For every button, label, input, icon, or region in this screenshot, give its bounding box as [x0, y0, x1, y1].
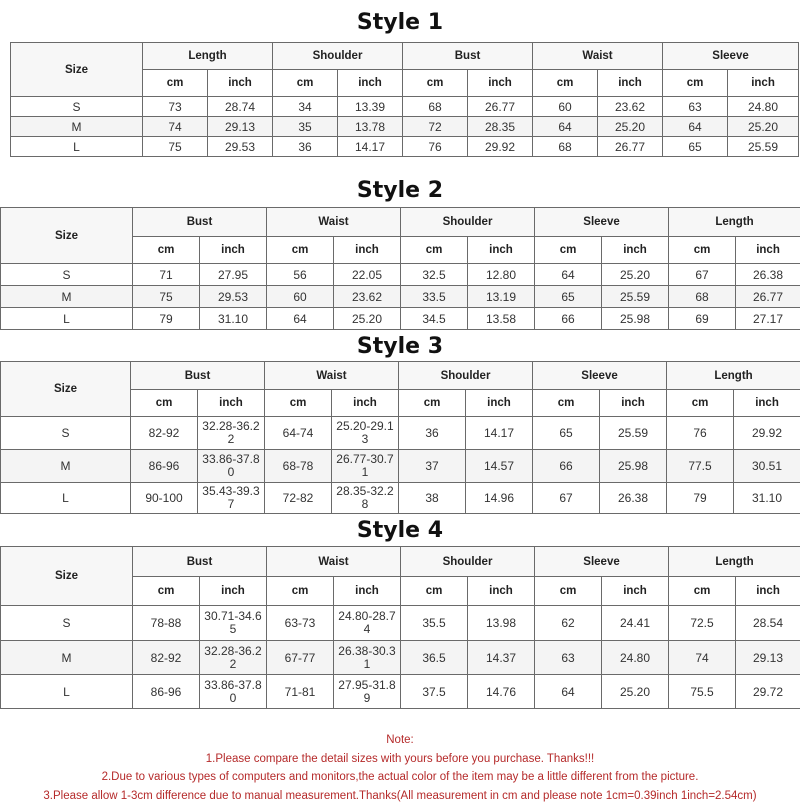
column-header: Bust — [133, 547, 267, 577]
value-cell: 25.20 — [602, 264, 669, 286]
size-table-style-4 — [0, 546, 800, 709]
size-cell: M — [1, 286, 133, 308]
table-row — [1, 675, 800, 709]
column-header: Sleeve — [533, 362, 667, 390]
unit-header: cm — [403, 70, 468, 97]
size-cell: L — [1, 308, 133, 330]
size-header: Size — [1, 362, 131, 417]
value-cell: 32.28-36.22 — [198, 417, 265, 450]
style-2-title: Style 2 — [0, 178, 800, 204]
value-cell: 26.77 — [468, 97, 533, 117]
column-header: Waist — [267, 208, 401, 237]
value-cell: 25.20 — [334, 308, 401, 330]
unit-header: inch — [602, 577, 669, 606]
column-header: Shoulder — [401, 208, 535, 237]
unit-header: cm — [533, 390, 600, 417]
style-3-title: Style 3 — [0, 334, 800, 360]
value-cell: 74 — [669, 641, 736, 675]
value-cell: 64 — [533, 117, 598, 137]
unit-header: cm — [133, 577, 200, 606]
value-cell: 14.37 — [468, 641, 535, 675]
unit-header: inch — [734, 390, 800, 417]
value-cell: 25.59 — [600, 417, 667, 450]
value-cell: 25.20 — [602, 675, 669, 709]
value-cell: 86-96 — [133, 675, 200, 709]
size-cell: M — [1, 641, 133, 675]
size-table-style-1 — [10, 42, 799, 157]
unit-header: inch — [200, 237, 267, 264]
unit-header: cm — [265, 390, 332, 417]
table-row — [1, 450, 800, 483]
value-cell: 35.43-39.37 — [198, 483, 265, 514]
value-cell: 26.38 — [600, 483, 667, 514]
value-cell: 13.58 — [468, 308, 535, 330]
unit-header: cm — [273, 70, 338, 97]
value-cell: 60 — [533, 97, 598, 117]
value-cell: 66 — [533, 450, 600, 483]
value-cell: 14.17 — [466, 417, 533, 450]
unit-header: inch — [468, 237, 535, 264]
unit-header: cm — [669, 237, 736, 264]
unit-header: cm — [267, 237, 334, 264]
value-cell: 72 — [403, 117, 468, 137]
value-cell: 25.98 — [602, 308, 669, 330]
table-row — [1, 641, 800, 675]
value-cell: 13.19 — [468, 286, 535, 308]
value-cell: 13.78 — [338, 117, 403, 137]
size-table-style-2 — [0, 207, 800, 330]
value-cell: 68 — [533, 137, 598, 157]
unit-header: cm — [133, 237, 200, 264]
value-cell: 23.62 — [598, 97, 663, 117]
column-header: Length — [669, 208, 800, 237]
value-cell: 65 — [535, 286, 602, 308]
size-cell: S — [11, 97, 143, 117]
unit-header: inch — [338, 70, 403, 97]
column-header: Waist — [267, 547, 401, 577]
size-header: Size — [11, 43, 143, 97]
value-cell: 25.20 — [598, 117, 663, 137]
value-cell: 36 — [399, 417, 466, 450]
value-cell: 64 — [535, 264, 602, 286]
value-cell: 14.96 — [466, 483, 533, 514]
value-cell: 26.77 — [598, 137, 663, 157]
value-cell: 33.5 — [401, 286, 468, 308]
unit-header: cm — [667, 390, 734, 417]
value-cell: 22.05 — [334, 264, 401, 286]
note-line-2: 2.Due to various types of computers and monitors,the actual color of the item may be a little different from the picture. — [0, 768, 800, 787]
value-cell: 71-81 — [267, 675, 334, 709]
value-cell: 78-88 — [133, 606, 200, 641]
value-cell: 64 — [663, 117, 728, 137]
value-cell: 79 — [133, 308, 200, 330]
unit-header: cm — [267, 577, 334, 606]
value-cell: 35.5 — [401, 606, 468, 641]
unit-header: inch — [466, 390, 533, 417]
unit-header: cm — [535, 237, 602, 264]
table-row — [11, 117, 799, 137]
unit-header: inch — [728, 70, 799, 97]
value-cell: 63 — [663, 97, 728, 117]
unit-header: inch — [332, 390, 399, 417]
value-cell: 68 — [403, 97, 468, 117]
value-cell: 67 — [669, 264, 736, 286]
size-cell: L — [1, 483, 131, 514]
value-cell: 65 — [533, 417, 600, 450]
column-header: Waist — [533, 43, 663, 70]
column-header: Bust — [403, 43, 533, 70]
table-row — [1, 308, 800, 330]
value-cell: 33.86-37.80 — [200, 675, 267, 709]
unit-header: inch — [334, 577, 401, 606]
unit-header: cm — [533, 70, 598, 97]
value-cell: 25.20-29.13 — [332, 417, 399, 450]
value-cell: 25.20 — [728, 117, 799, 137]
value-cell: 29.92 — [468, 137, 533, 157]
value-cell: 36 — [273, 137, 338, 157]
size-cell: M — [11, 117, 143, 137]
column-header: Length — [143, 43, 273, 70]
unit-header: cm — [131, 390, 198, 417]
column-header: Sleeve — [535, 208, 669, 237]
value-cell: 60 — [267, 286, 334, 308]
value-cell: 28.74 — [208, 97, 273, 117]
table-row — [1, 286, 800, 308]
value-cell: 63-73 — [267, 606, 334, 641]
value-cell: 27.95-31.89 — [334, 675, 401, 709]
value-cell: 25.59 — [602, 286, 669, 308]
value-cell: 73 — [143, 97, 208, 117]
value-cell: 76 — [667, 417, 734, 450]
value-cell: 67 — [533, 483, 600, 514]
style-4-title: Style 4 — [0, 518, 800, 544]
column-header: Waist — [265, 362, 399, 390]
value-cell: 67-77 — [267, 641, 334, 675]
value-cell: 28.54 — [736, 606, 800, 641]
size-cell: M — [1, 450, 131, 483]
column-header: Bust — [133, 208, 267, 237]
value-cell: 25.59 — [728, 137, 799, 157]
value-cell: 24.80 — [602, 641, 669, 675]
column-header: Length — [667, 362, 800, 390]
unit-header: inch — [602, 237, 669, 264]
table-row — [1, 417, 800, 450]
value-cell: 74 — [143, 117, 208, 137]
column-header: Bust — [131, 362, 265, 390]
unit-header: cm — [663, 70, 728, 97]
value-cell: 30.51 — [734, 450, 800, 483]
value-cell: 69 — [669, 308, 736, 330]
value-cell: 12.80 — [468, 264, 535, 286]
value-cell: 56 — [267, 264, 334, 286]
value-cell: 68 — [669, 286, 736, 308]
value-cell: 28.35 — [468, 117, 533, 137]
notes-title: Note: — [0, 731, 800, 750]
unit-header: inch — [468, 577, 535, 606]
unit-header: cm — [401, 237, 468, 264]
value-cell: 34.5 — [401, 308, 468, 330]
column-header: Sleeve — [535, 547, 669, 577]
value-cell: 29.53 — [208, 137, 273, 157]
value-cell: 72-82 — [265, 483, 332, 514]
notes-section — [0, 731, 800, 805]
value-cell: 29.13 — [208, 117, 273, 137]
value-cell: 32.5 — [401, 264, 468, 286]
value-cell: 75.5 — [669, 675, 736, 709]
value-cell: 27.95 — [200, 264, 267, 286]
size-cell: L — [11, 137, 143, 157]
unit-header: cm — [399, 390, 466, 417]
value-cell: 79 — [667, 483, 734, 514]
size-cell: L — [1, 675, 133, 709]
value-cell: 64 — [267, 308, 334, 330]
column-header: Shoulder — [399, 362, 533, 390]
value-cell: 68-78 — [265, 450, 332, 483]
value-cell: 25.98 — [600, 450, 667, 483]
value-cell: 29.72 — [736, 675, 800, 709]
value-cell: 35 — [273, 117, 338, 137]
value-cell: 62 — [535, 606, 602, 641]
value-cell: 29.53 — [200, 286, 267, 308]
value-cell: 71 — [133, 264, 200, 286]
value-cell: 13.98 — [468, 606, 535, 641]
table-row — [1, 483, 800, 514]
value-cell: 31.10 — [200, 308, 267, 330]
value-cell: 65 — [663, 137, 728, 157]
value-cell: 66 — [535, 308, 602, 330]
value-cell: 14.57 — [466, 450, 533, 483]
value-cell: 31.10 — [734, 483, 800, 514]
value-cell: 90-100 — [131, 483, 198, 514]
value-cell: 75 — [133, 286, 200, 308]
unit-header: cm — [143, 70, 208, 97]
value-cell: 28.35-32.28 — [332, 483, 399, 514]
unit-header: inch — [600, 390, 667, 417]
value-cell: 26.77-30.71 — [332, 450, 399, 483]
column-header: Sleeve — [663, 43, 799, 70]
value-cell: 23.62 — [334, 286, 401, 308]
value-cell: 75 — [143, 137, 208, 157]
unit-header: inch — [200, 577, 267, 606]
size-cell: S — [1, 417, 131, 450]
style-1-title: Style 1 — [0, 10, 800, 36]
value-cell: 82-92 — [131, 417, 198, 450]
size-table-style-3 — [0, 361, 800, 514]
value-cell: 86-96 — [131, 450, 198, 483]
value-cell: 32.28-36.22 — [200, 641, 267, 675]
value-cell: 72.5 — [669, 606, 736, 641]
value-cell: 64 — [535, 675, 602, 709]
value-cell: 36.5 — [401, 641, 468, 675]
column-header: Length — [669, 547, 800, 577]
unit-header: inch — [736, 237, 800, 264]
unit-header: inch — [468, 70, 533, 97]
unit-header: inch — [736, 577, 800, 606]
value-cell: 38 — [399, 483, 466, 514]
value-cell: 30.71-34.65 — [200, 606, 267, 641]
value-cell: 37 — [399, 450, 466, 483]
unit-header: inch — [208, 70, 273, 97]
value-cell: 76 — [403, 137, 468, 157]
unit-header: cm — [669, 577, 736, 606]
note-line-1: 1.Please compare the detail sizes with yours before you purchase. Thanks!!! — [0, 750, 800, 769]
unit-header: cm — [535, 577, 602, 606]
value-cell: 64-74 — [265, 417, 332, 450]
value-cell: 26.77 — [736, 286, 800, 308]
table-row — [1, 606, 800, 641]
value-cell: 77.5 — [667, 450, 734, 483]
value-cell: 29.92 — [734, 417, 800, 450]
value-cell: 63 — [535, 641, 602, 675]
value-cell: 27.17 — [736, 308, 800, 330]
unit-header: inch — [334, 237, 401, 264]
value-cell: 24.80 — [728, 97, 799, 117]
table-row — [1, 264, 800, 286]
value-cell: 24.41 — [602, 606, 669, 641]
value-cell: 37.5 — [401, 675, 468, 709]
column-header: Shoulder — [273, 43, 403, 70]
value-cell: 14.17 — [338, 137, 403, 157]
table-row — [11, 97, 799, 117]
unit-header: inch — [198, 390, 265, 417]
value-cell: 26.38 — [736, 264, 800, 286]
table-row — [11, 137, 799, 157]
note-line-3: 3.Please allow 1-3cm difference due to manual measurement.Thanks(All measurement in cm and please note 1cm=0.39inch 1inch=2.54cm) — [0, 787, 800, 805]
column-header: Shoulder — [401, 547, 535, 577]
value-cell: 33.86-37.80 — [198, 450, 265, 483]
value-cell: 34 — [273, 97, 338, 117]
value-cell: 13.39 — [338, 97, 403, 117]
value-cell: 24.80-28.74 — [334, 606, 401, 641]
value-cell: 82-92 — [133, 641, 200, 675]
size-header: Size — [1, 547, 133, 606]
value-cell: 14.76 — [468, 675, 535, 709]
unit-header: inch — [598, 70, 663, 97]
size-cell: S — [1, 264, 133, 286]
size-header: Size — [1, 208, 133, 264]
value-cell: 26.38-30.31 — [334, 641, 401, 675]
size-cell: S — [1, 606, 133, 641]
value-cell: 29.13 — [736, 641, 800, 675]
unit-header: cm — [401, 577, 468, 606]
